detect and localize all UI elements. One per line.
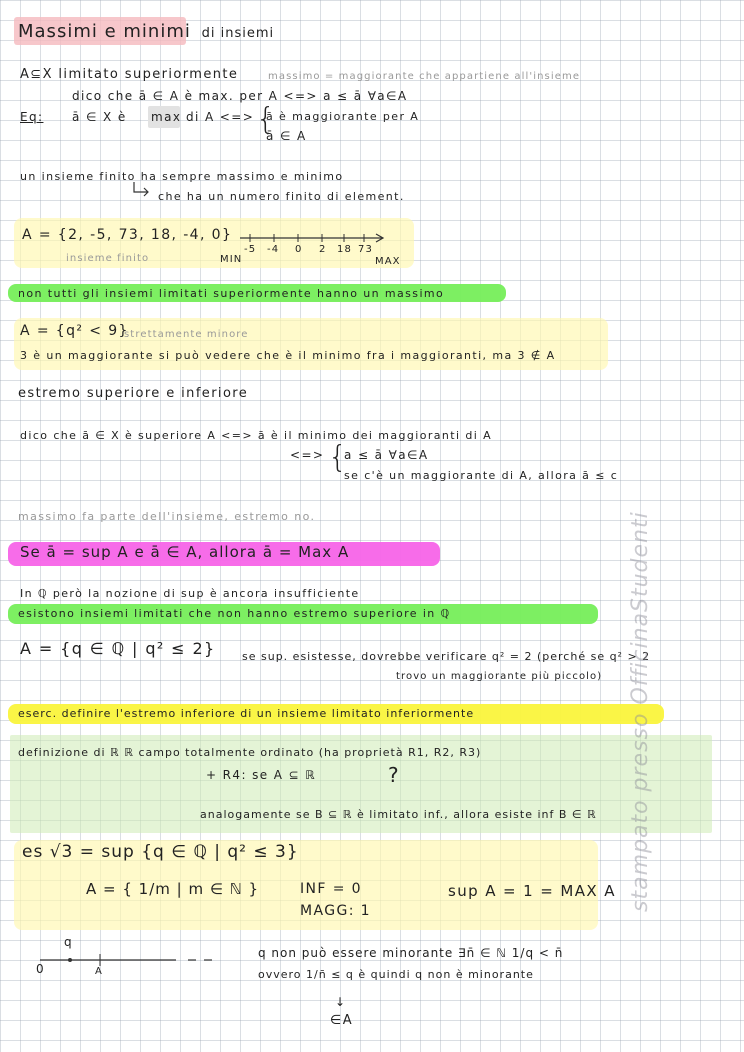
watermark: stampato presso OfficinaStudenti xyxy=(628,511,653,912)
eq-max: max xyxy=(151,110,182,124)
eq-label: Eq: xyxy=(20,110,44,124)
title-main: Massimi e minimi xyxy=(18,21,191,42)
reals-question: ? xyxy=(388,763,401,787)
estremo-gray-note: massimo fa parte dell'insieme, estremo no. xyxy=(18,510,316,523)
proof-line2: ovvero 1/n̄ ≤ q è quindi q non è minorante xyxy=(258,968,534,981)
tick-label-0: -5 xyxy=(244,244,257,255)
reals-line1: definizione di ℝ ℝ campo totalmente ordinato (ha proprietà R1, R2, R3) xyxy=(18,746,482,759)
eq-cond1: ā è maggiorante per A xyxy=(266,110,420,123)
estremo-cond1: a ≤ ā ∀a∈A xyxy=(344,448,429,462)
intro-note: massimo = maggiorante che appartiene all'insieme xyxy=(268,71,581,82)
eq-text: ā ∈ X è xyxy=(72,110,127,124)
banner1: non tutti gli insiemi limitati superiormente hanno un massimo xyxy=(18,287,445,300)
banner2: Se ā = sup A e ā ∈ A, allora ā = Max A xyxy=(20,543,350,561)
eq-brace: { xyxy=(256,102,277,137)
tick-label-2: 0 xyxy=(295,244,303,255)
intro-line1: A⊆X limitato superiormente xyxy=(20,67,239,82)
example-sqrt: es √3 = sup {q ∈ ℚ | q² ≤ 3} xyxy=(22,842,299,862)
set2-expr: A = {q² < 9} xyxy=(20,323,129,339)
estremo-line1: dico che ā ∈ X è superiore A <=> ā è il minimo dei maggioranti di A xyxy=(20,429,493,442)
estremo-cond2: se c'è un maggiorante di A, allora ā ≤ c xyxy=(344,469,619,482)
axis-label-0: 0 xyxy=(36,962,46,976)
rationals-banner: esistono insiemi limitati che non hanno estremo superiore in ℚ xyxy=(18,607,451,620)
tick-label-3: 2 xyxy=(319,244,327,255)
example-set-note: insieme finito xyxy=(66,253,150,264)
rationals-line: In ℚ però la nozione di sup è ancora insufficiente xyxy=(20,587,360,600)
set2-line: 3 è un maggiorante si può vedere che è il minimo fra i maggioranti, ma 3 ∉ A xyxy=(20,349,556,362)
reals-line2: + R4: se A ⊆ ℝ xyxy=(206,768,317,782)
eq-rest: di A <=> xyxy=(186,110,255,124)
axis-label-q: q xyxy=(64,935,74,949)
axis-label-a: A xyxy=(95,966,103,977)
title-rest: di insiemi xyxy=(201,26,275,41)
proof-line1: q non può essere minorante ∃n̄ ∈ ℕ 1/q < n̄ xyxy=(258,946,564,960)
axis-sketch xyxy=(36,950,216,970)
example-magg: MAGG: 1 xyxy=(300,903,371,919)
example-sup: sup A = 1 = MAX A xyxy=(448,882,616,900)
example-set-expr: A = {2, -5, 73, 18, -4, 0} xyxy=(22,227,233,243)
estremo-brace: { xyxy=(328,440,349,475)
example-set: A = { 1/m | m ∈ ℕ } xyxy=(86,880,260,898)
finite-line2: che ha un numero finito di element. xyxy=(158,190,405,203)
finite-line1: un insieme finito ha sempre massimo e minimo xyxy=(20,170,344,183)
estremo-heading: estremo superiore e inferiore xyxy=(18,386,249,401)
eq-cond2: ā ∈ A xyxy=(266,129,307,143)
intro-line2: dico che ā ∈ A è max. per A <=> a ≤ ā ∀a∈A xyxy=(72,89,408,103)
set2-note: strettamente minore xyxy=(124,329,249,340)
example-inf: INF = 0 xyxy=(300,881,362,897)
estremo-arrow: <=> xyxy=(290,448,325,462)
tick-label-4: 18 xyxy=(337,244,352,255)
min-label: MIN xyxy=(220,254,243,265)
tick-label-5: 73 xyxy=(358,244,373,255)
proof-line3: ∈A xyxy=(330,1013,354,1028)
tick-label-1: -4 xyxy=(267,244,280,255)
rationals-sup-note: se sup. esistesse, dovrebbe verificare q² = 2 (perché se q² > 2 xyxy=(242,650,651,663)
banner3: eserc. definire l'estremo inferiore di un insieme limitato inferiormente xyxy=(18,707,475,720)
rationals-sup-note2: trovo un maggiorante più piccolo) xyxy=(396,671,603,682)
proof-arrow: ↓ xyxy=(335,995,347,1009)
page-title xyxy=(18,22,274,44)
reals-line3: analogamente se B ⊆ ℝ è limitato inf., allora esiste inf B ∈ ℝ xyxy=(200,808,597,821)
max-label: MAX xyxy=(375,256,401,267)
rationals-set: A = {q ∈ ℚ | q² ≤ 2} xyxy=(20,639,216,658)
finite-arrow xyxy=(132,182,152,198)
